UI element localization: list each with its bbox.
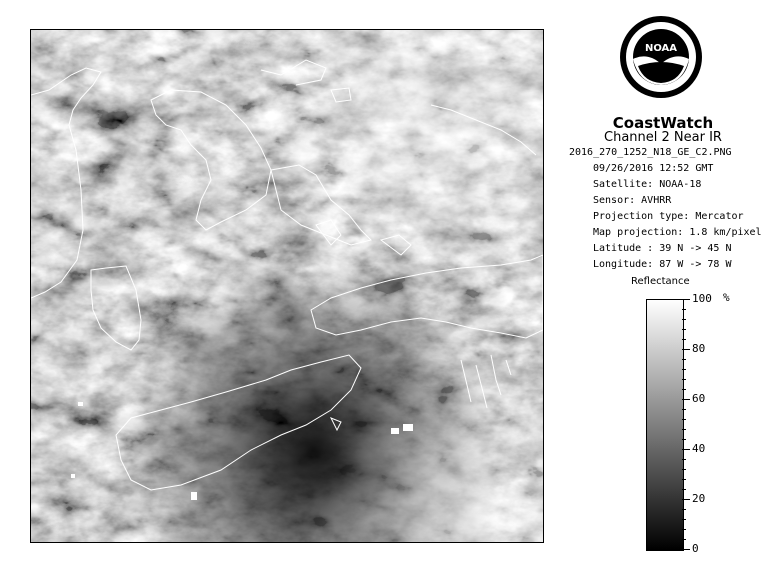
colorbar-tick-label: 40	[692, 442, 706, 455]
colorbar-minor-tick	[682, 439, 686, 440]
filename: 2016_270_1252_N18_GE_C2.PNG	[569, 147, 732, 158]
colorbar-minor-tick	[682, 519, 686, 520]
colorbar-tick-label: 20	[692, 492, 706, 505]
noaa-logo-text: NOAA	[644, 43, 678, 54]
sensor: Sensor: AVHRR	[593, 195, 672, 206]
colorbar-tick-label: 0	[692, 542, 699, 555]
colorbar-minor-tick	[682, 449, 686, 450]
colorbar-minor-tick	[682, 329, 686, 330]
latitude: Latitude : 39 N -> 45 N	[593, 243, 732, 254]
colorbar-minor-tick	[682, 369, 686, 370]
noaa-seagull-logo-icon	[618, 14, 704, 100]
colorbar-tick-label: 100	[692, 292, 712, 305]
colorbar-minor-tick	[682, 309, 686, 310]
map-projection: Map projection: 1.8 km/pixel	[593, 227, 762, 238]
colorbar-minor-tick	[682, 509, 686, 510]
satellite: Satellite: NOAA-18	[593, 179, 702, 190]
colorbar-unit: %	[723, 291, 730, 304]
brand-title: CoastWatch	[612, 114, 714, 132]
colorbar-minor-tick	[682, 359, 686, 360]
colorbar-minor-tick	[682, 459, 686, 460]
colorbar-minor-tick	[682, 429, 686, 430]
colorbar-minor-tick	[682, 549, 686, 550]
colorbar-minor-tick	[682, 489, 686, 490]
colorbar-tick-label: 80	[692, 342, 706, 355]
colorbar-minor-tick	[682, 299, 686, 300]
colorbar-minor-tick	[682, 339, 686, 340]
colorbar-minor-tick	[682, 319, 686, 320]
colorbar-minor-tick	[682, 539, 686, 540]
colorbar-minor-tick	[682, 409, 686, 410]
colorbar-minor-tick	[682, 399, 686, 400]
colorbar	[646, 299, 684, 551]
noaa-logo	[618, 14, 704, 100]
colorbar-tick-label: 60	[692, 392, 706, 405]
colorbar-minor-tick	[682, 499, 686, 500]
satellite-imagery-icon	[31, 30, 543, 542]
colorbar-minor-tick	[682, 469, 686, 470]
colorbar-minor-tick	[682, 389, 686, 390]
colorbar-minor-tick	[682, 379, 686, 380]
colorbar-title: Reflectance	[631, 276, 690, 287]
channel-title: Channel 2 Near IR	[604, 130, 722, 145]
colorbar-minor-tick	[682, 349, 686, 350]
datetime: 09/26/2016 12:52 GMT	[593, 163, 714, 174]
colorbar-minor-tick	[682, 419, 686, 420]
satellite-image	[30, 29, 544, 543]
projection-type: Projection type: Mercator	[593, 211, 744, 222]
longitude: Longitude: 87 W -> 78 W	[593, 259, 732, 270]
colorbar-minor-tick	[682, 479, 686, 480]
colorbar-minor-tick	[682, 529, 686, 530]
